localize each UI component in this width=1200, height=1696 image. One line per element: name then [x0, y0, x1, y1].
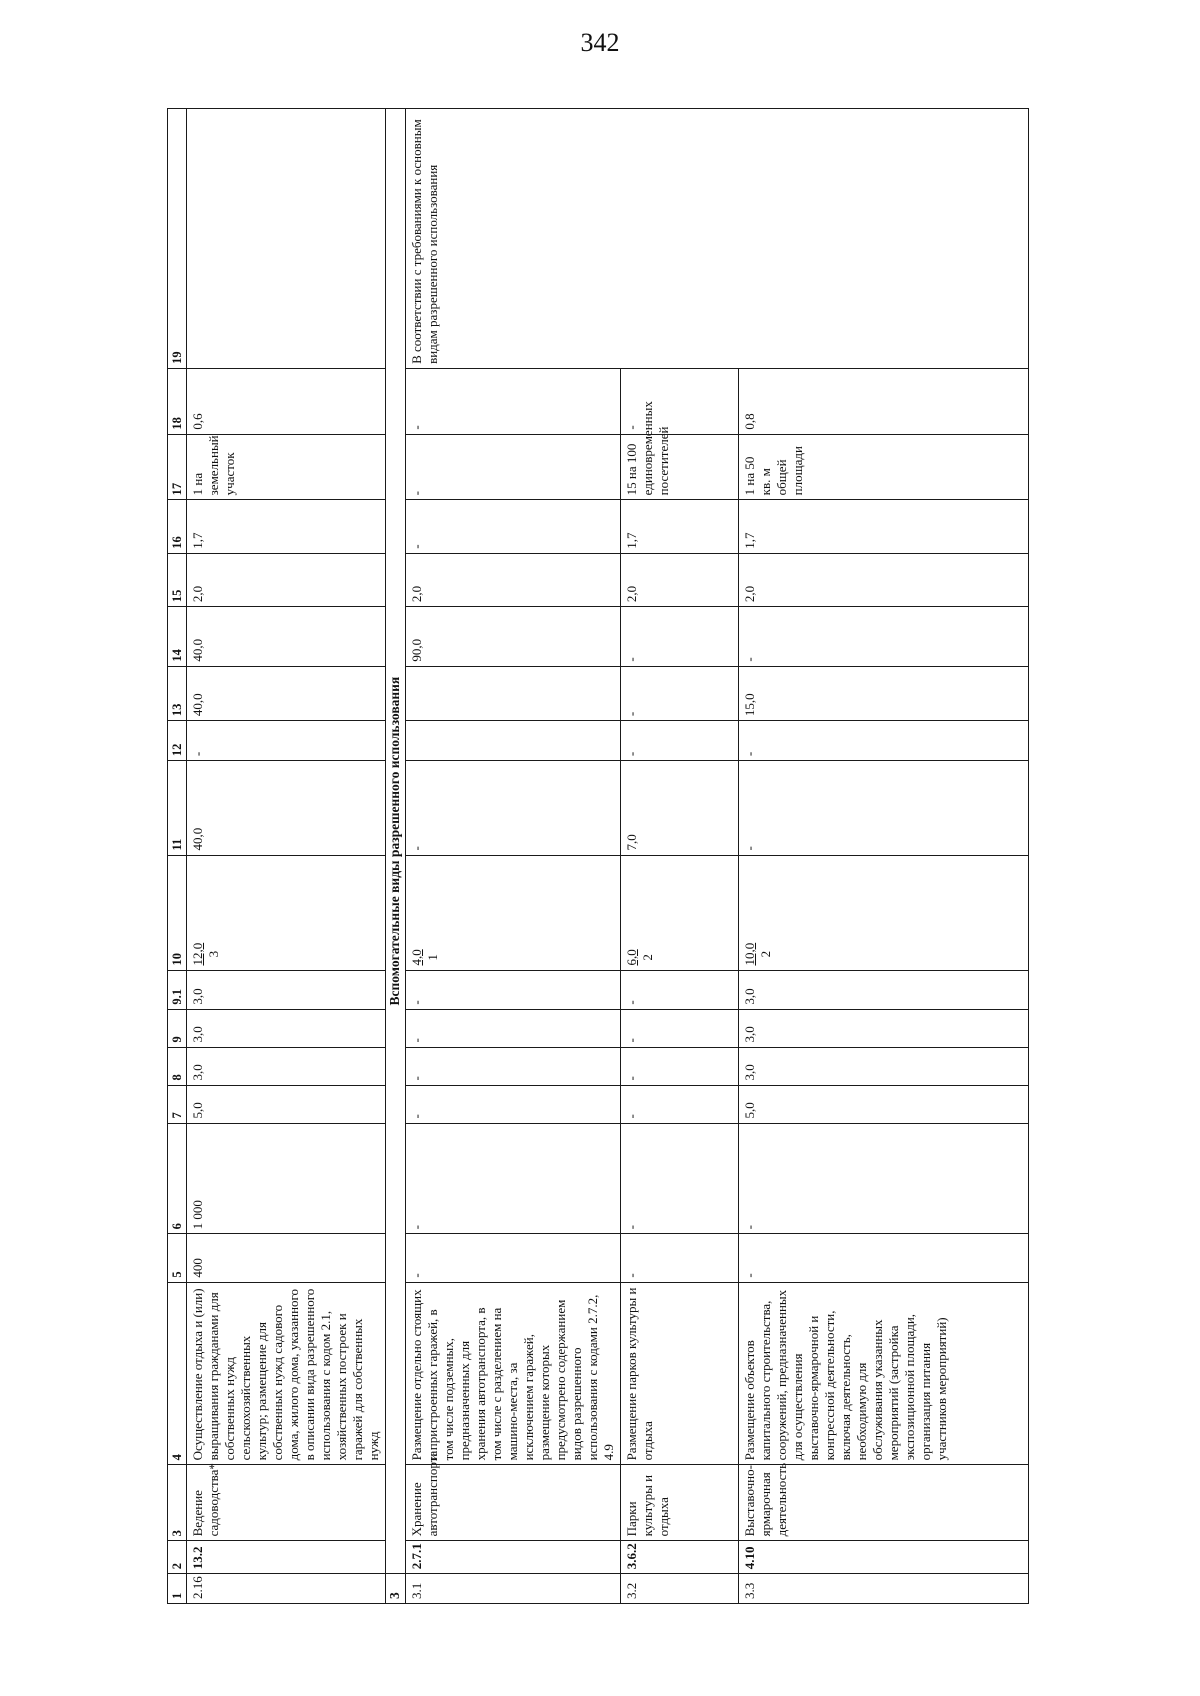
column-number: 8 — [168, 1047, 187, 1085]
column-number: 9 — [168, 1009, 187, 1047]
rotated-table-frame — [167, 108, 1017, 1604]
cell-col-8: 3,0 — [739, 1047, 1029, 1085]
cell-col-6: 1 000 — [187, 1123, 386, 1234]
cell-col-8: - — [621, 1047, 739, 1085]
cell-col-10 — [739, 855, 1029, 970]
cell-col-11: 7,0 — [621, 761, 739, 855]
cell-col-11: - — [406, 761, 621, 855]
cell-col-13: - — [621, 666, 739, 720]
use-name: Хранение автотранспорта — [406, 1465, 621, 1541]
rotated-table — [167, 108, 1017, 1604]
cell-col-6: - — [406, 1123, 621, 1234]
cell-col-13: 40,0 — [187, 666, 386, 720]
cell-col-11: 40,0 — [187, 761, 386, 855]
column-number: 9.1 — [168, 970, 187, 1009]
column-number: 19 — [168, 109, 187, 369]
fraction-numerator: 6,0 — [624, 949, 639, 966]
cell-col-11: - — [739, 761, 1029, 855]
fraction-denominator: 2 — [758, 950, 773, 958]
column-number: 15 — [168, 553, 187, 606]
fraction-numerator: 4,0 — [409, 949, 424, 966]
cell-col-12 — [406, 721, 621, 761]
cell-col-16: 1,7 — [739, 500, 1029, 553]
row-number: 3.2 — [621, 1574, 739, 1604]
table-row-2-16 — [187, 109, 386, 1604]
use-code: 13.2 — [187, 1541, 386, 1574]
use-code: 2.7.1 — [406, 1541, 621, 1574]
column-number: 10 — [168, 855, 187, 970]
column-number: 16 — [168, 500, 187, 553]
cell-col-6: - — [739, 1123, 1029, 1234]
row-number: 3.1 — [406, 1574, 621, 1604]
cell-col-10 — [621, 855, 739, 970]
cell-col-13: 15,0 — [739, 666, 1029, 720]
fraction — [409, 949, 441, 965]
use-name: Выставочно-ярмарочная деятельность — [739, 1465, 1029, 1541]
cell-col-12: - — [187, 721, 386, 761]
column-number: 4 — [168, 1282, 187, 1465]
column-number: 17 — [168, 434, 187, 500]
cell-col-16: 1,7 — [621, 500, 739, 553]
use-code: 3.6.2 — [621, 1541, 739, 1574]
cell-col-17: 15 на 100 единовременных посетителей — [621, 434, 739, 500]
page-number: 342 — [580, 28, 620, 57]
cell-col-5: 400 — [187, 1234, 386, 1282]
fraction — [624, 949, 656, 965]
use-description: Осуществление отдыха и (или) выращивания гражданами для собственных нужд сельскохозяйственных культур; размещение для собственных нужд садового дома, жилого дома, указанного в описании вида разрешенного использования с кодом 2.1, хозяйственных построек и гаражей для собственных нужд — [187, 1282, 386, 1465]
cell-col-9-1: 3,0 — [187, 970, 386, 1009]
column-number: 5 — [168, 1234, 187, 1282]
column-number: 6 — [168, 1123, 187, 1234]
cell-col-9-1: - — [406, 970, 621, 1009]
use-description: Размещение отдельно стоящих и пристроенных гаражей, в том числе подземных, предназначенных для хранения автотранспорта, в том числе с разделением на машино-места, за исключением гаражей, размещение которых предусмотрено содержанием видов разрешенного использования с кодами 2.7.2, 4.9 — [406, 1282, 621, 1465]
use-description: Размещение парков культуры и отдыха — [621, 1282, 739, 1465]
column-number: 11 — [168, 761, 187, 855]
column-number: 13 — [168, 666, 187, 720]
cell-col-12: - — [739, 721, 1029, 761]
section-number: 3 — [386, 1574, 406, 1604]
fraction-denominator: 1 — [425, 954, 440, 961]
cell-col-14: 40,0 — [187, 607, 386, 667]
cell-col-17: 1 на 50 кв. м общей площади — [739, 434, 1029, 500]
cell-col-9: - — [406, 1009, 621, 1047]
column-number-row — [168, 109, 187, 1604]
fraction-numerator: 10,0 — [742, 942, 757, 966]
section-row — [386, 109, 406, 1604]
column-number: 2 — [168, 1541, 187, 1574]
cell-col-9-1: 3,0 — [739, 970, 1029, 1009]
column-number: 3 — [168, 1465, 187, 1541]
cell-col-9-1: - — [621, 970, 739, 1009]
cell-col-18: - — [406, 368, 621, 434]
cell-col-12: - — [621, 721, 739, 761]
cell-col-19 — [187, 109, 386, 369]
column-number: 18 — [168, 368, 187, 434]
cell-col-14: 90,0 — [406, 607, 621, 667]
cell-col-16: 1,7 — [187, 500, 386, 553]
cell-col-15: 2,0 — [406, 553, 621, 606]
cell-col-10 — [406, 855, 621, 970]
cell-col-5: - — [406, 1234, 621, 1282]
cell-col-15: 2,0 — [621, 553, 739, 606]
cell-col-9: - — [621, 1009, 739, 1047]
row-number: 3.3 — [739, 1574, 1029, 1604]
cell-col-18: 0,6 — [187, 368, 386, 434]
column-number: 12 — [168, 721, 187, 761]
cell-col-7: - — [621, 1085, 739, 1123]
cell-col-17: 1 на земельный участок — [187, 434, 386, 500]
cell-col-18: - — [621, 368, 739, 434]
cell-col-14: - — [621, 607, 739, 667]
table-row-3-1 — [406, 109, 621, 1604]
fraction — [742, 943, 774, 966]
cell-col-7: - — [406, 1085, 621, 1123]
column-number: 1 — [168, 1574, 187, 1604]
fraction — [190, 943, 222, 966]
cell-col-17: - — [406, 434, 621, 500]
cell-col-15: 2,0 — [187, 553, 386, 606]
fraction-denominator: 2 — [640, 954, 655, 961]
cell-col-14: - — [739, 607, 1029, 667]
cell-col-7: 5,0 — [739, 1085, 1029, 1123]
cell-col-8: - — [406, 1047, 621, 1085]
cell-col-16: - — [406, 500, 621, 553]
cell-col-6: - — [621, 1123, 739, 1234]
use-name: Парки культуры и отдыха — [621, 1465, 739, 1541]
column-number: 7 — [168, 1085, 187, 1123]
cell-col-5: - — [739, 1234, 1029, 1282]
row-number: 2.16 — [187, 1574, 386, 1604]
cell-col-8: 3,0 — [187, 1047, 386, 1085]
use-code: 4.10 — [739, 1541, 1029, 1574]
use-description: Размещение объектов капитального строительства, сооружений, предназначенных для осуществления выставочно-ярмарочной и конгрессной деятельности, включая деятельность, необходимую для обслуживания указанных мероприятий (застройка экспозиционной площади, организация питания участников мероприятий) — [739, 1282, 1029, 1465]
fraction-denominator: 3 — [206, 950, 221, 958]
cell-col-15: 2,0 — [739, 553, 1029, 606]
cell-col-7: 5,0 — [187, 1085, 386, 1123]
cell-col-9: 3,0 — [187, 1009, 386, 1047]
cell-col-5: - — [621, 1234, 739, 1282]
cell-col-10 — [187, 855, 386, 970]
cell-col-13 — [406, 666, 621, 720]
section-title: Вспомогательные виды разрешенного использования — [386, 109, 406, 1574]
cell-col-19: В соответствии с требованиями к основным видам разрешенного использования — [406, 109, 1029, 369]
cell-col-9: 3,0 — [739, 1009, 1029, 1047]
cell-col-18: 0,8 — [739, 368, 1029, 434]
fraction-numerator: 12,0 — [190, 942, 205, 966]
regulations-table — [167, 108, 1029, 1604]
use-name: Ведение садоводства* — [187, 1465, 386, 1541]
column-number: 14 — [168, 607, 187, 667]
